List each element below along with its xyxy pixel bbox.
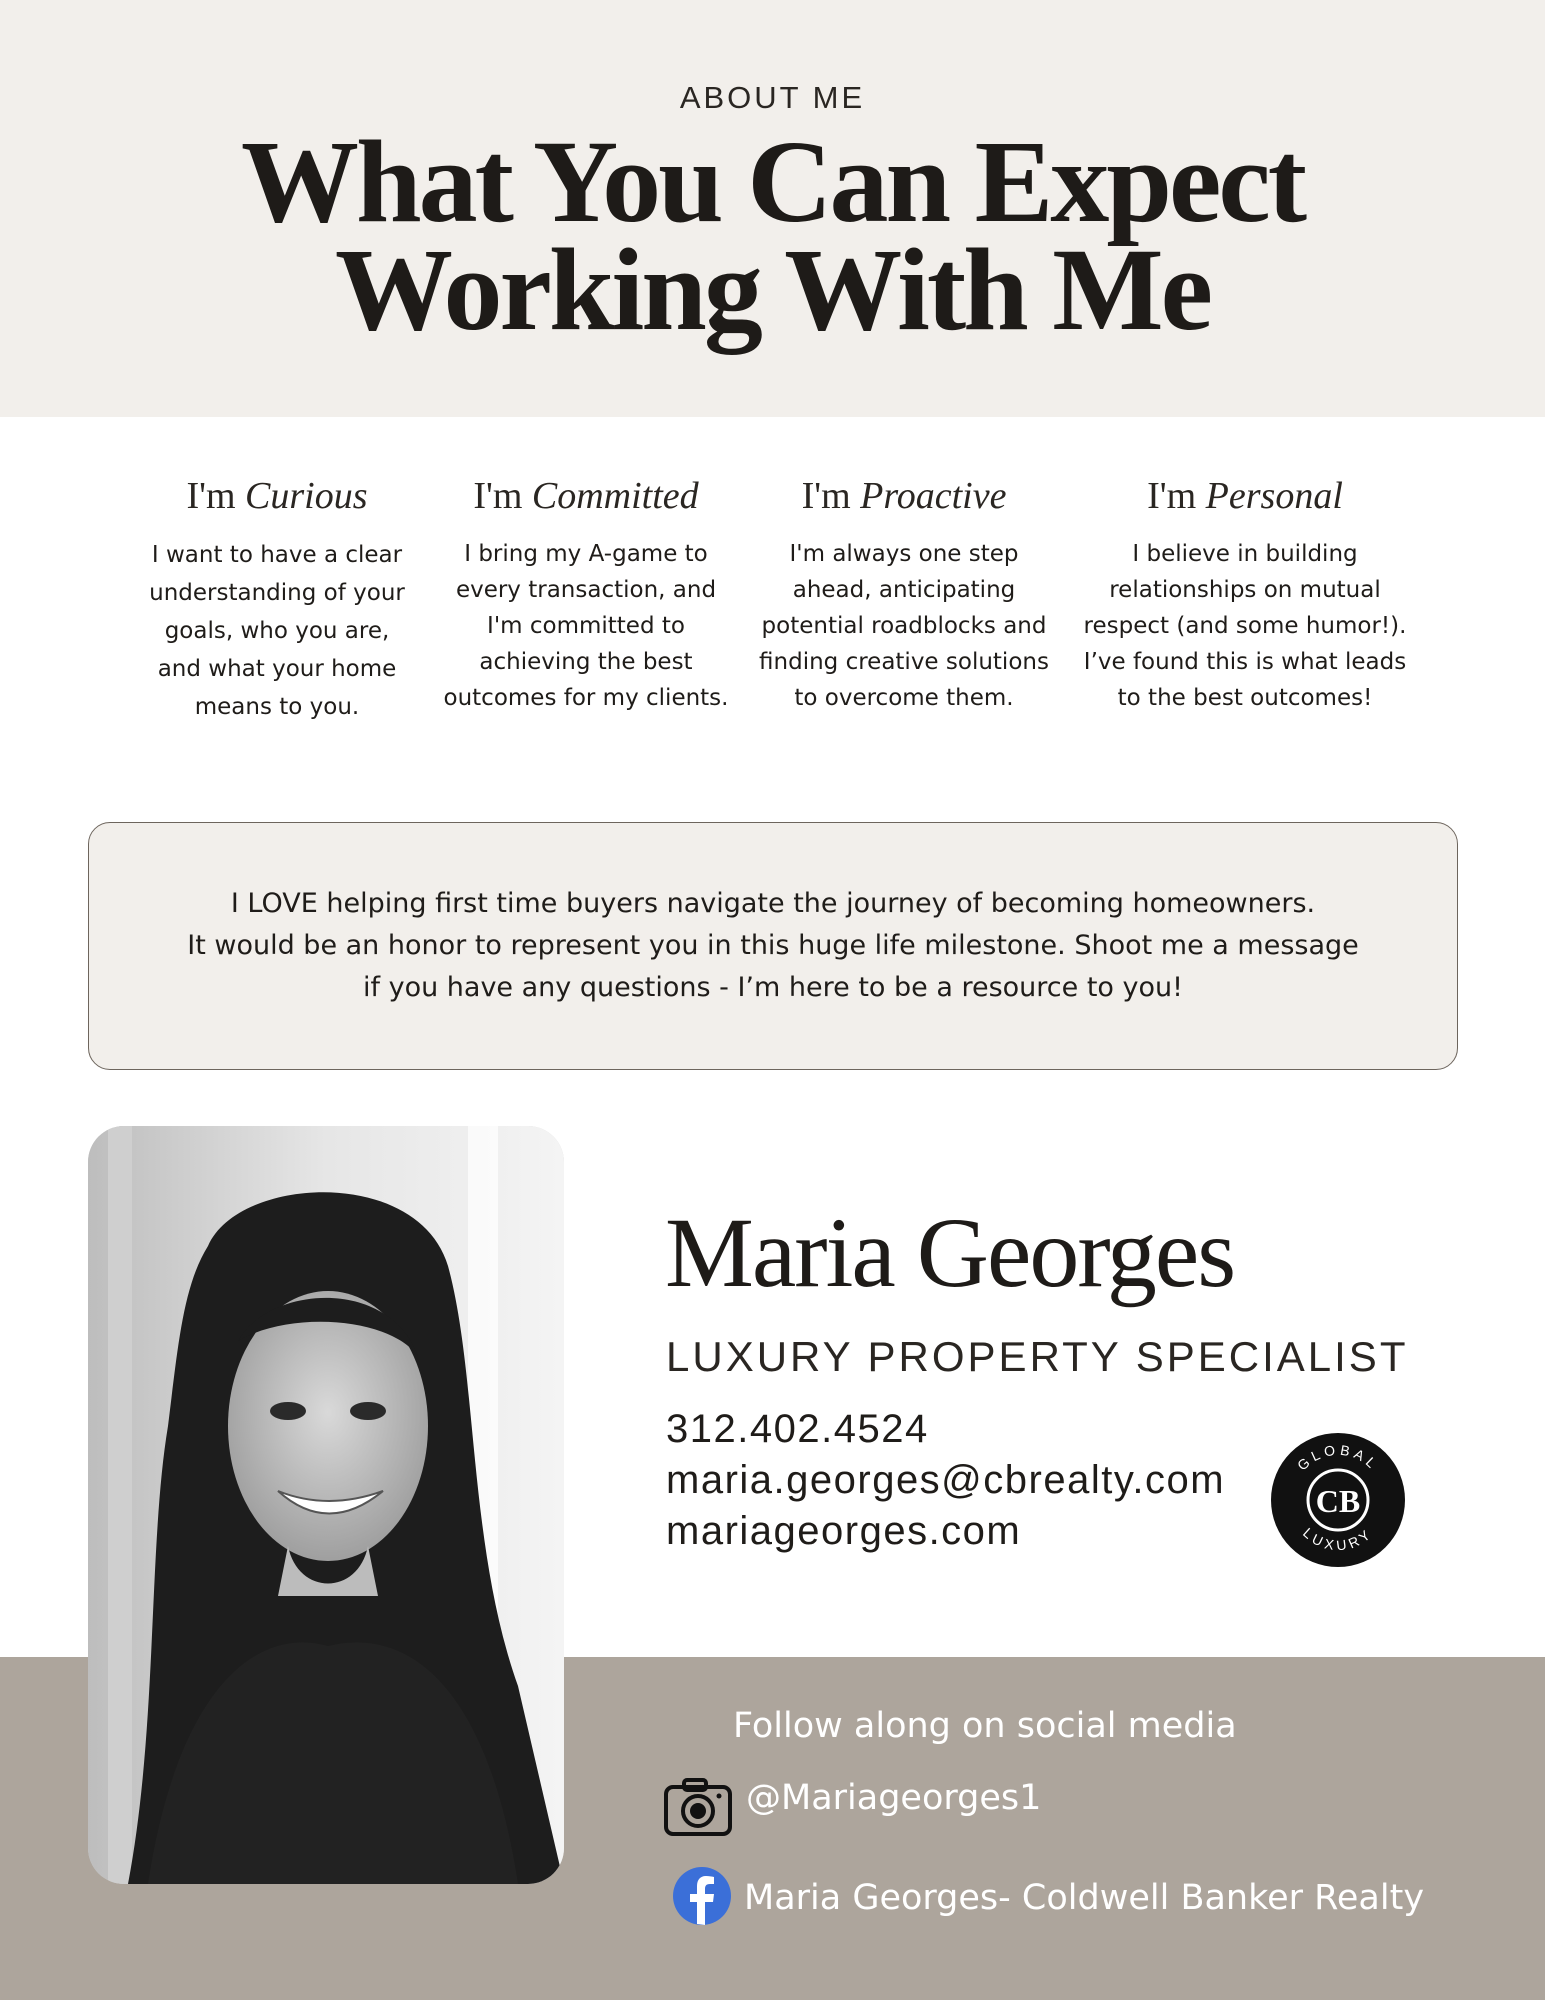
page-title-line-2: Working With Me <box>334 224 1211 355</box>
trait-description: I want to have a clear understanding of your goals, who you are, and what your home means to you. <box>149 542 405 720</box>
phone-link[interactable]: 312.402.4524 <box>666 1407 929 1451</box>
contact-info <box>666 1404 1225 1557</box>
coldwell-banker-global-luxury-logo <box>1270 1432 1406 1568</box>
facebook-link[interactable] <box>672 1866 1424 1930</box>
trait-description: I believe in building relationships on mutual respect (and some humor!). I’ve found this is what leads to the best outcomes! <box>1083 541 1407 711</box>
trait-committed <box>436 474 736 716</box>
callout-box <box>88 822 1458 1070</box>
email-link[interactable]: maria.georges@cbrealty.com <box>666 1458 1226 1502</box>
instagram-handle: @Mariageorges1 <box>746 1778 1042 1818</box>
instagram-link[interactable] <box>664 1778 1041 1840</box>
facebook-icon <box>672 1866 732 1930</box>
trait-curious <box>127 474 427 726</box>
website-link[interactable]: mariageorges.com <box>666 1509 1022 1553</box>
hero-section <box>0 0 1545 417</box>
callout-message: I LOVE helping first time buyers navigate the journey of becoming homeowners. It would be an honor to represent you in this huge life milestone. Shoot me a message if you have any questions - I’m here to be a resource to you! <box>187 888 1359 1003</box>
trait-description: I bring my A-game to every transaction, and I'm committed to achieving the best outcomes for my clients. <box>443 541 729 711</box>
page-title <box>0 116 1545 355</box>
trait-title: I'm Curious <box>186 475 368 517</box>
agent-role: LUXURY PROPERTY SPECIALIST <box>666 1333 1409 1380</box>
facebook-handle: Maria Georges- Coldwell Banker Realty <box>744 1878 1425 1918</box>
trait-title: I'm Proactive <box>801 475 1007 517</box>
svg-text:LUXURY: LUXURY <box>1300 1524 1377 1554</box>
agent-name: Maria Georges <box>665 1197 1235 1308</box>
trait-proactive <box>754 474 1054 716</box>
trait-title: I'm Personal <box>1147 475 1343 517</box>
agent-photo <box>88 1126 564 1884</box>
camera-icon <box>664 1778 732 1840</box>
eyebrow-label: ABOUT ME <box>679 80 866 115</box>
svg-text:CB: CB <box>1315 1483 1361 1519</box>
trait-title: I'm Committed <box>473 475 699 517</box>
page-title-line-1: What You Can Expect <box>240 116 1305 247</box>
trait-description: I'm always one step ahead, anticipating potential roadblocks and finding creative solutions to overcome them. <box>759 541 1049 711</box>
traits-section <box>0 474 1545 774</box>
svg-text:GLOBAL: GLOBAL <box>1293 1441 1383 1474</box>
trait-personal <box>1080 474 1410 716</box>
social-title: Follow along on social media <box>733 1706 1237 1746</box>
